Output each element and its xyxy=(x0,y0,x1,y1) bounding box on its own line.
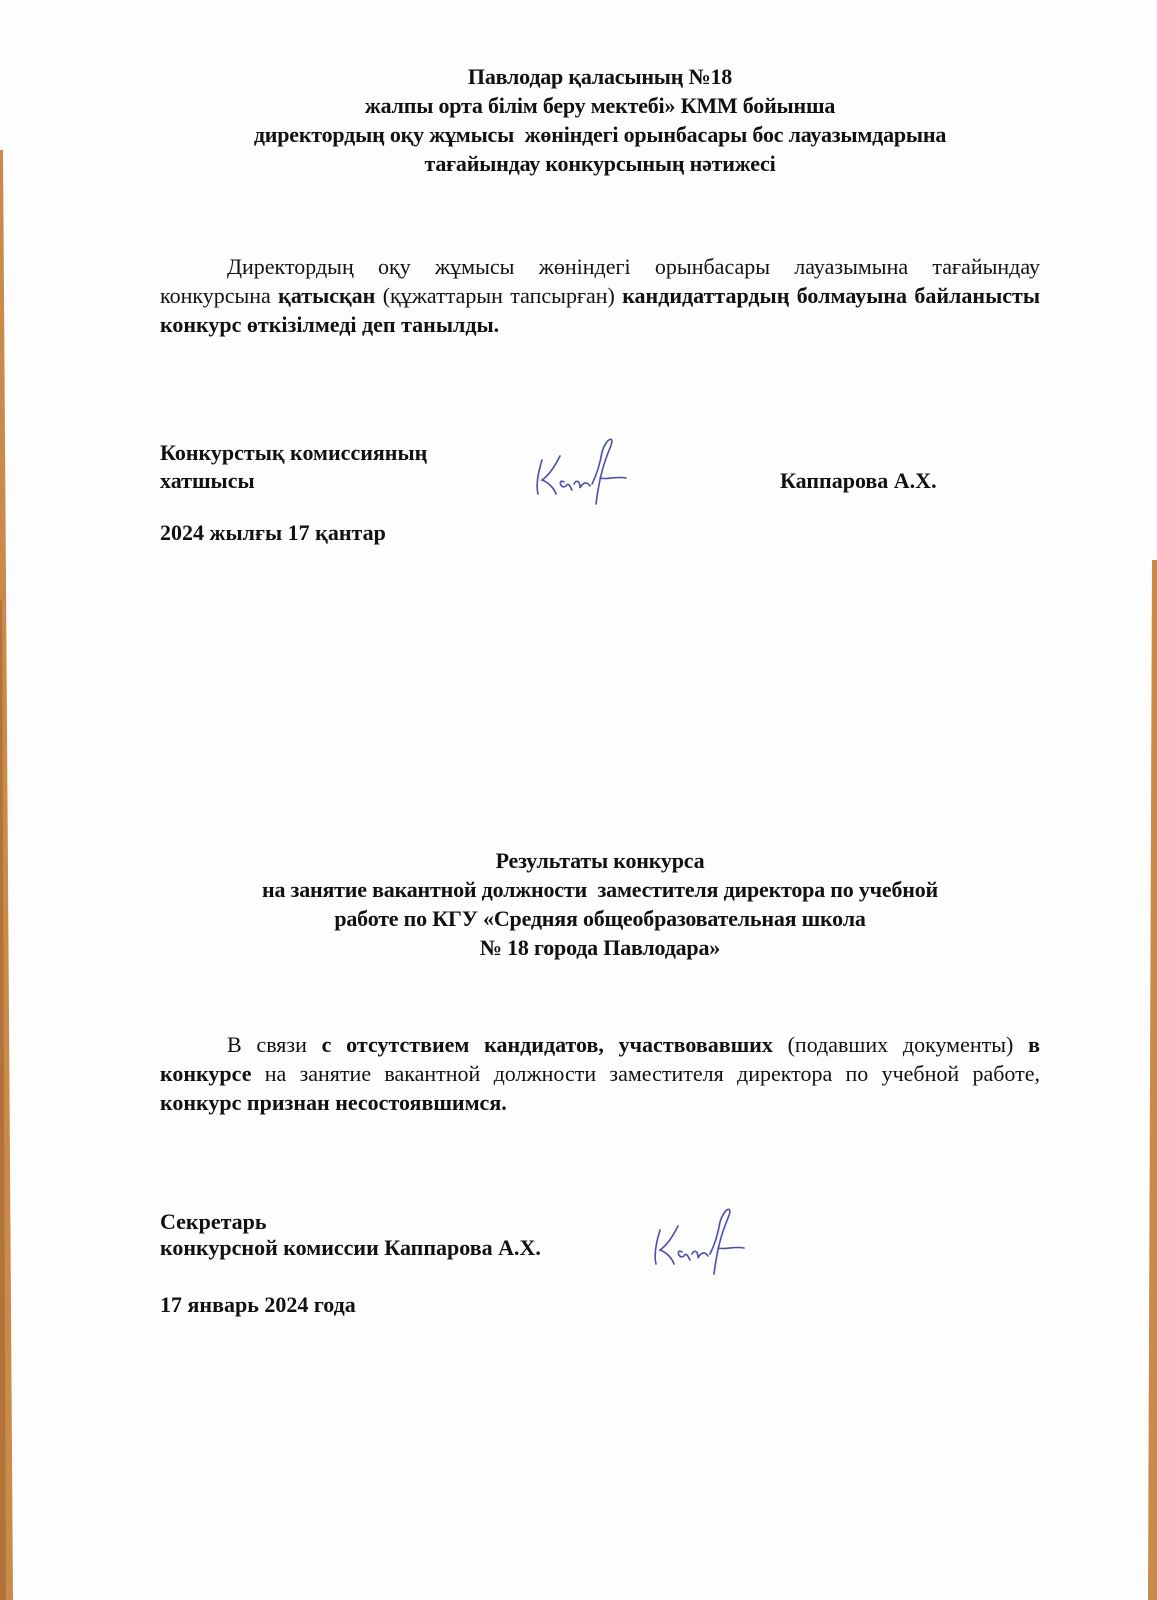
kz-body-text: (құжаттарын тапсырған) xyxy=(375,283,623,308)
ru-body-text: В связи xyxy=(227,1032,322,1057)
ru-body-bold: с отсутствием кандидатов, участвовавших xyxy=(321,1032,773,1057)
kz-signer-role-line2: хатшысы xyxy=(160,468,255,493)
ru-body-bold: конкурс признан несостоявшимся. xyxy=(160,1090,507,1115)
kz-signature xyxy=(530,428,640,508)
kz-date: 2024 жылғы 17 қантар xyxy=(160,520,386,545)
ru-title-line: № 18 города Павлодара» xyxy=(479,935,721,960)
ru-date: 17 январь 2024 года xyxy=(160,1292,356,1317)
kz-body-bold: кандидаттардың болмауына байланысты конкурс өткізілмеді деп танылды. xyxy=(160,283,1041,337)
ru-body-paragraph xyxy=(160,1030,1040,1117)
kz-title-line: жалпы орта білім беру мектебі» КММ бойынша xyxy=(364,93,836,118)
kz-body-bold: қатысқан xyxy=(278,283,376,308)
kz-signer-name: Каппарова А.Х. xyxy=(780,468,937,493)
kz-body-text: Директордың оқу жұмысы жөніндегі орынбасары лауазымына тағайындау конкурсына xyxy=(160,254,1040,308)
ru-title-line: Результаты конкурса xyxy=(495,848,705,873)
ru-signature xyxy=(648,1198,758,1278)
kz-title-line: директордың оқу жұмысы жөніндегі орынбасары бос лауазымдарына xyxy=(253,122,947,147)
ru-title xyxy=(160,846,1040,962)
ru-signer-role-line2: конкурсной комиссии Каппарова А.Х. xyxy=(160,1235,541,1260)
ru-title-line: на занятие вакантной должности заместителя директора по учебной xyxy=(261,877,938,902)
kz-body-paragraph xyxy=(160,252,1040,339)
ru-signer-role-line1: Секретарь xyxy=(160,1209,267,1234)
kz-title xyxy=(160,62,1040,178)
kz-title-line: тағайындау конкурсының нәтижесі xyxy=(424,151,776,176)
ru-body-text: на занятие вакантной должности заместителя директора по учебной работе, xyxy=(251,1061,1040,1086)
ru-title-line: работе по КГУ «Средняя общеобразовательная школа xyxy=(334,906,866,931)
kz-signer-role-line1: Конкурстық комиссияның xyxy=(160,440,428,465)
ru-body-text: (подавших документы) xyxy=(772,1032,1029,1057)
ru-body-bold: в конкурсе xyxy=(160,1032,1040,1086)
kz-title-line: Павлодар қаласының №18 xyxy=(467,64,733,89)
